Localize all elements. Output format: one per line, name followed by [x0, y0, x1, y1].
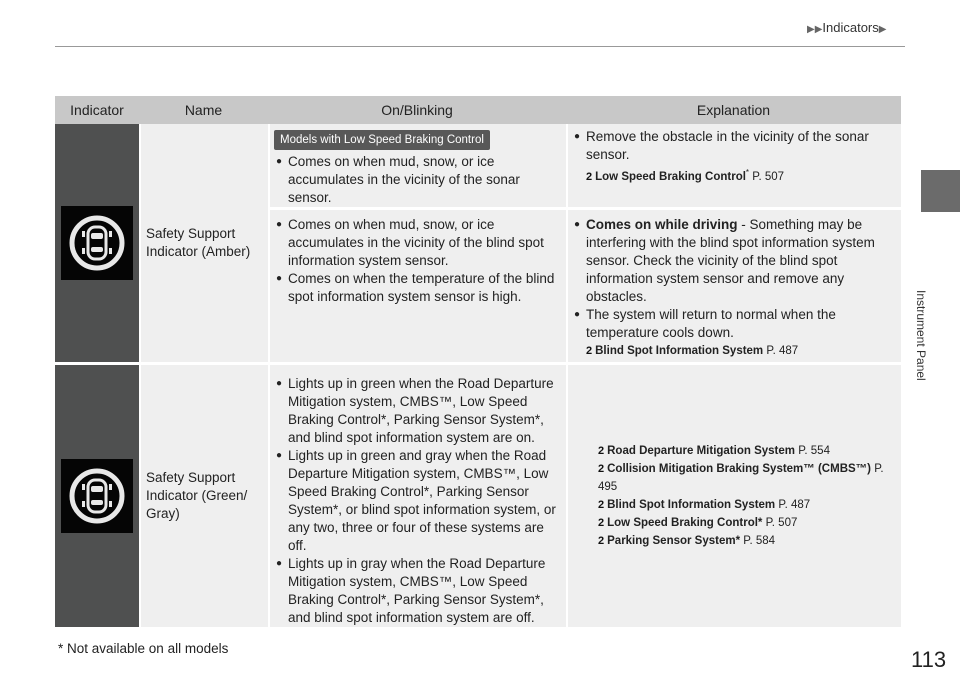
column-header: On/Blinking — [268, 96, 566, 124]
bullet-list — [270, 153, 566, 207]
section-tab — [921, 170, 960, 212]
list-item: ● Comes on when the temperature of the blind spot information system sensor is high. — [288, 270, 566, 306]
list-item — [586, 128, 901, 186]
chevron-right-icon: ▶ — [878, 24, 887, 35]
footnote-star: * — [745, 168, 750, 177]
on-blinking-cell — [268, 124, 566, 210]
reference-arrow-icon: 2 — [598, 463, 605, 475]
reference-page: P. 495 — [598, 463, 884, 493]
bullet-list — [568, 216, 901, 360]
list-item — [586, 216, 901, 306]
bullet-list — [270, 375, 566, 627]
reference-title: Low Speed Braking Control — [595, 170, 746, 183]
indicator-table — [55, 96, 901, 630]
reference-title: Road Departure Mitigation System — [607, 445, 795, 457]
cross-reference-link[interactable] — [586, 342, 901, 360]
list-item: ● Lights up in green and gray when the Road Departure Mitigation system, CMBS™, Low Speed Braking Control*, Parking Sensor System*, or blind spot information system, or any two, three or four of these systems are off. — [288, 447, 566, 555]
section-label: Instrument Panel — [914, 290, 928, 381]
indicator-cell — [55, 365, 139, 630]
explanation-cell — [566, 210, 901, 365]
reference-page: P. 584 — [743, 535, 776, 547]
reference-arrow-icon: 2 — [598, 535, 605, 547]
indicator-name: Safety Support Indicator (Amber) — [139, 124, 268, 365]
explanation-text: Remove the obstacle in the vicinity of the sonar sensor. — [586, 129, 869, 162]
cross-reference-link[interactable] — [598, 532, 901, 550]
cross-reference-link[interactable] — [598, 496, 901, 514]
reference-arrow-icon: 2 — [586, 170, 593, 183]
table-header-row — [55, 96, 901, 124]
reference-title: Collision Mitigation Braking System™ (CMBS™) — [607, 463, 872, 475]
model-badge: Models with Low Speed Braking Control — [274, 130, 490, 150]
reference-arrow-icon: 2 — [586, 345, 593, 357]
footnote: * Not available on all models — [58, 641, 229, 656]
breadcrumb — [807, 20, 886, 35]
explanation-text: - Something may be interfering with the blind spot information system sensor. Check the vicinity of the blind spot information system sensor and remove any obstacles. — [586, 217, 875, 304]
reference-arrow-icon: 2 — [598, 445, 605, 457]
list-item: ● Comes on when mud, snow, or ice accumulates in the vicinity of the sonar sensor. — [288, 153, 566, 207]
cross-reference-link[interactable] — [598, 514, 901, 532]
bullet-list — [568, 128, 901, 186]
explanation-text: The system will return to normal when the temperature cools down. — [586, 307, 836, 340]
header-divider — [55, 46, 905, 47]
explanation-cell — [566, 124, 901, 210]
reference-title: Parking Sensor System* — [607, 535, 741, 547]
bullet-list — [270, 216, 566, 306]
column-header: Name — [139, 96, 268, 124]
chevron-right-icon: ▶▶ — [807, 24, 823, 35]
indicator-cell — [55, 124, 139, 365]
cross-reference-link[interactable] — [598, 442, 901, 460]
list-item: ● Lights up in gray when the Road Departure Mitigation system, CMBS™, Low Speed Braking Control*, Parking Sensor System*, and blind spot information system are off. — [288, 555, 566, 627]
list-item: ● Lights up in green when the Road Departure Mitigation system, CMBS™, Low Speed Braking Control*, Parking Sensor System*, and blind spot information system are on. — [288, 375, 566, 447]
table-row — [55, 365, 901, 630]
list-item — [586, 306, 901, 360]
explanation-cell — [566, 365, 901, 630]
reference-arrow-icon: 2 — [598, 517, 605, 529]
column-header: Indicator — [55, 96, 139, 124]
breadcrumb-label: Indicators — [822, 20, 879, 35]
on-blinking-cell — [268, 365, 566, 630]
cross-reference-link[interactable] — [586, 164, 901, 186]
emphasis-text: Comes on while driving — [586, 217, 738, 232]
reference-page: P. 554 — [798, 445, 830, 457]
column-header: Explanation — [566, 96, 901, 124]
table-row — [55, 124, 901, 210]
on-blinking-cell — [268, 210, 566, 365]
reference-page: P. 507 — [752, 170, 785, 183]
reference-title: Low Speed Braking Control* — [607, 517, 763, 529]
page-number: 113 — [911, 647, 947, 672]
reference-page: P. 487 — [778, 499, 811, 511]
safety-support-car-icon — [61, 459, 133, 533]
reference-title: Blind Spot Information System — [607, 499, 776, 511]
indicator-name: Safety Support Indicator (Green/ Gray) — [139, 365, 268, 630]
reference-page: P. 507 — [765, 517, 798, 529]
reference-title: Blind Spot Information System — [595, 345, 764, 357]
list-item: ● Comes on when mud, snow, or ice accumulates in the vicinity of the blind spot information system sensor. — [288, 216, 566, 270]
safety-support-car-icon — [61, 206, 133, 280]
reference-arrow-icon: 2 — [598, 499, 605, 511]
reference-page: P. 487 — [766, 345, 799, 357]
cross-reference-link[interactable] — [598, 460, 901, 496]
